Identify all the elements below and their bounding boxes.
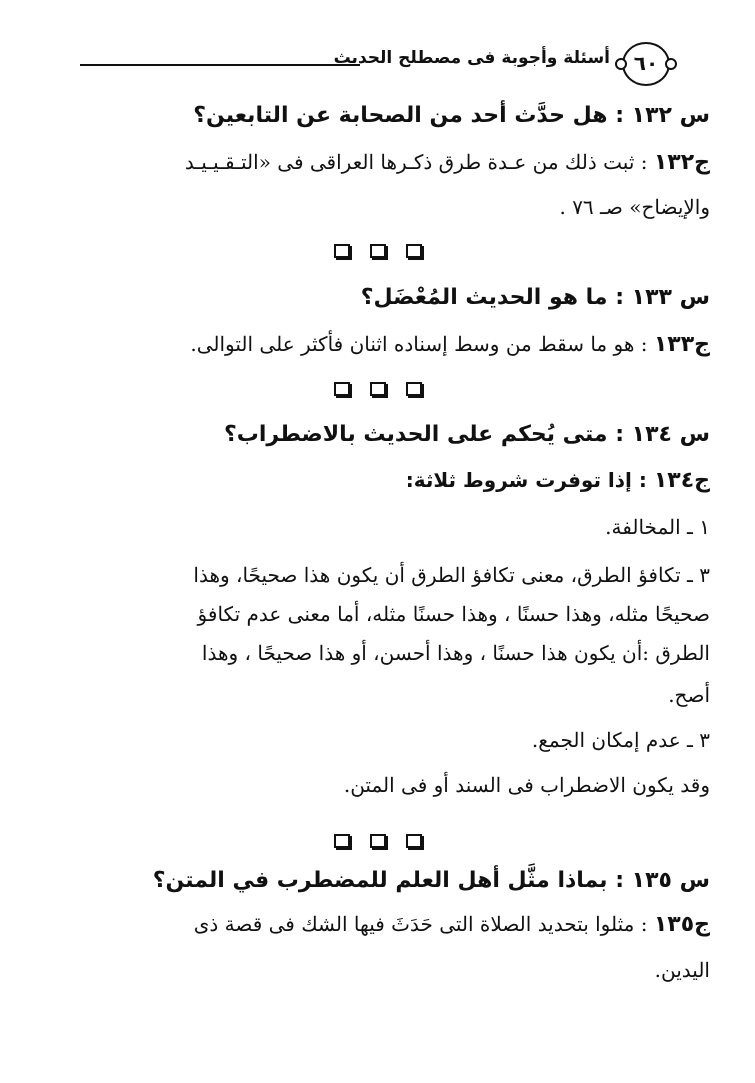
separator-box-icon: [334, 244, 350, 258]
running-title: أسئلة وأجوبة فى مصطلح الحديث: [333, 48, 610, 68]
condition-2-line-4: أصح.: [668, 683, 710, 707]
answer-label: ج١٣٣: [653, 332, 710, 357]
condition-3: ٣ ـ عدم إمكان الجمع.: [531, 728, 710, 752]
answer-text: : إذا توفرت شروط ثلاثة:: [405, 468, 654, 492]
answer-135-line-1: [194, 912, 710, 937]
separator-box-icon: [406, 834, 422, 848]
answer-132-line-2: والإيضاح» صـ ٧٦ .: [559, 195, 710, 219]
answer-text: : مثلوا بتحديد الصلاة التى حَدَثَ فيها الشك فى قصة ذى: [193, 912, 654, 936]
answer-text: : ثبت ذلك من عـدة طرق ذكـرها العراقى فى «التـقـيـيـد: [184, 150, 654, 174]
answer-label: ج١٣٤: [653, 468, 710, 493]
page-number: ٦٠: [622, 42, 670, 86]
section-separator: [0, 830, 755, 849]
page-header: [40, 42, 680, 98]
question-134: س ١٣٤ : متى يُحكم على الحديث بالاضطراب؟: [224, 422, 710, 447]
separator-box-icon: [406, 382, 422, 396]
answer-133-line-1: [190, 332, 710, 357]
question-135: س ١٣٥ : بماذا مثَّل أهل العلم للمضطرب في المتن؟: [152, 868, 710, 893]
answer-132-line-1: [185, 150, 710, 175]
header-rule: [80, 64, 360, 66]
answer-text: : هو ما سقط من وسط إسناده اثنان فأكثر على التوالى.: [190, 332, 654, 356]
note-text: وقد يكون الاضطراب فى السند أو فى المتن.: [343, 773, 710, 797]
question-133: س ١٣٣ : ما هو الحديث المُعْضَل؟: [360, 285, 710, 310]
separator-box-icon: [406, 244, 422, 258]
condition-2-line-2: صحيحًا مثله، وهذا حسنًا ، وهذا حسنًا مثله، أما معنى عدم تكافؤ: [197, 602, 710, 626]
answer-label: ج١٣٢: [653, 150, 710, 175]
answer-label: ج١٣٥: [653, 912, 710, 937]
condition-2-line-3: الطرق :أن يكون هذا حسنًا ، وهذا أحسن، أو هذا صحيحًا ، وهذا: [201, 641, 710, 665]
question-132: س ١٣٢ : هل حدَّث أحد من الصحابة عن التابعين؟: [193, 103, 710, 128]
condition-2-line-1: ٣ ـ تكافؤ الطرق، معنى تكافؤ الطرق أن يكون هذا صحيحًا، وهذا: [193, 563, 710, 587]
separator-box-icon: [334, 382, 350, 396]
separator-box-icon: [334, 834, 350, 848]
section-separator: [0, 378, 755, 397]
separator-box-icon: [370, 244, 386, 258]
answer-134-line-1: [406, 468, 710, 493]
separator-box-icon: [370, 834, 386, 848]
section-separator: [0, 240, 755, 259]
answer-135-line-2: اليدين.: [654, 958, 710, 982]
separator-box-icon: [370, 382, 386, 396]
condition-1: ١ ـ المخالفة.: [605, 515, 710, 539]
